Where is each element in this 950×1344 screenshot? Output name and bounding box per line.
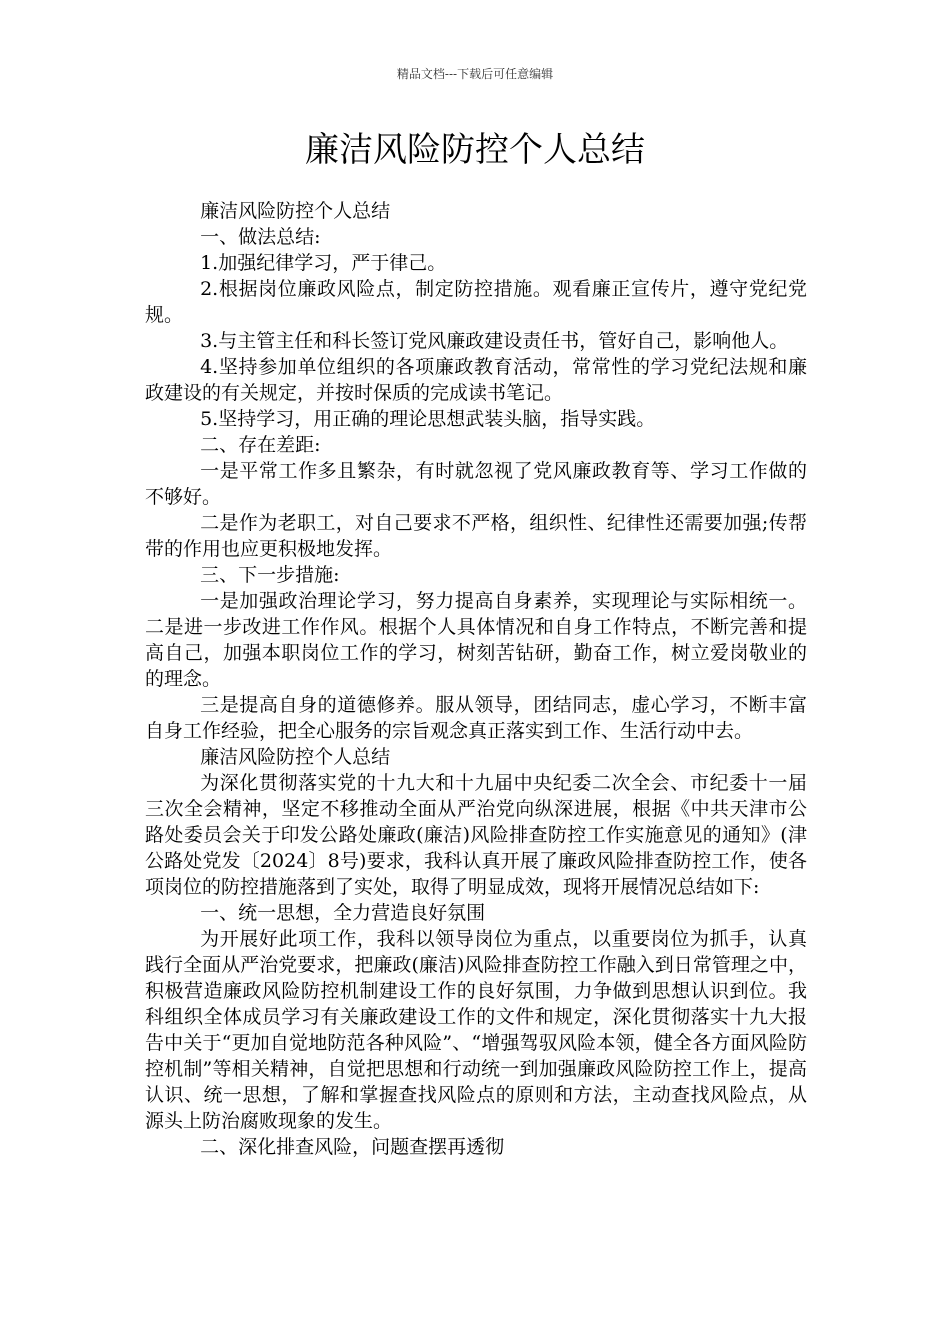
- paragraph-item-2: 2.根据岗位廉政风险点，制定防控措施。观看廉正宣传片，遵守党纪党规。: [145, 278, 807, 326]
- paragraph-subtitle-2: 廉洁风险防控个人总结: [200, 746, 391, 768]
- paragraph-section-heading-5: 二、深化排查风险，问题查摆再透彻: [200, 1136, 505, 1158]
- paragraph-item-5: 5.坚持学习，用正确的理论思想武装头脑，指导实践。: [200, 408, 656, 430]
- document-title: 廉洁风险防控个人总结: [305, 130, 645, 170]
- paragraph-gap-1: 一是平常工作多且繁杂，有时就忽视了党风廉政教育等、学习工作做的不够好。: [145, 460, 807, 508]
- paragraph-subtitle-1: 廉洁风险防控个人总结: [200, 200, 391, 222]
- paragraph-measure-1: 一是加强政治理论学习，努力提高自身素养，实现理论与实际相统一。二是进一步改进工作作风。根据个人具体情况和自身工作特点，不断完善和提高自己，加强本职岗位工作的学习，树刻苦钻研，勤奋工作，树立爱岗敬业的的理念。: [145, 590, 807, 690]
- paragraph-gap-2: 二是作为老职工，对自己要求不严格，组织性、纪律性还需要加强;传帮带的作用也应更积极地发挥。: [145, 512, 807, 560]
- paragraph-section-heading-3: 三、下一步措施:: [200, 564, 340, 586]
- paragraph-item-1: 1.加强纪律学习，严于律己。: [200, 252, 447, 274]
- paragraph-section-heading-1: 一、做法总结:: [200, 226, 321, 248]
- document-body: [145, 198, 807, 1160]
- paragraph-item-3: 3.与主管主任和科长签订党风廉政建设责任书，管好自己，影响他人。: [200, 330, 789, 352]
- paragraph-section-heading-2: 二、存在差距:: [200, 434, 321, 456]
- paragraph-section-heading-4: 一、统一思想，全力营造良好氛围: [200, 902, 486, 924]
- paragraph-item-4: 4.坚持参加单位组织的各项廉政教育活动，常常性的学习党纪法规和廉政建设的有关规定，并按时保质的完成读书笔记。: [145, 356, 807, 404]
- paragraph-intro: 为深化贯彻落实党的十九大和十九届中央纪委二次全会、市纪委十一届三次全会精神，坚定不移推动全面从严治党向纵深进展，根据《中共天津市公路处委员会关于印发公路处廉政(廉洁)风险排查防控工作实施意见的通知》(津公路处党发〔2024〕8号)要求，我科认真开展了廉政风险排查防控工作，使各项岗位的防控措施落到了实处，取得了明显成效，现将开展情况总结如下:: [145, 772, 807, 898]
- paragraph-body-1: 为开展好此项工作，我科以领导岗位为重点，以重要岗位为抓手，认真践行全面从严治党要求，把廉政(廉洁)风险排查防控工作融入到日常管理之中，积极营造廉政风险防控机制建设工作的良好氛围，力争做到思想认识到位。我科组织全体成员学习有关廉政建设工作的文件和规定，深化贯彻落实十九大报告中关于“更加自觉地防范各种风险”、“增强驾驭风险本领，健全各方面风险防控机制”等相关精神，自觉把思想和行动统一到加强廉政风险防控工作上，提高认识、统一思想，了解和掌握查找风险点的原则和方法，主动查找风险点，从源头上防治腐败现象的发生。: [145, 928, 807, 1132]
- paragraph-measure-3: 三是提高自身的道德修养。服从领导，团结同志，虚心学习，不断丰富自身工作经验，把全心服务的宗旨观念真正落实到工作、生活行动中去。: [145, 694, 807, 742]
- header-note: 精品文档---下载后可任意编辑: [396, 67, 554, 81]
